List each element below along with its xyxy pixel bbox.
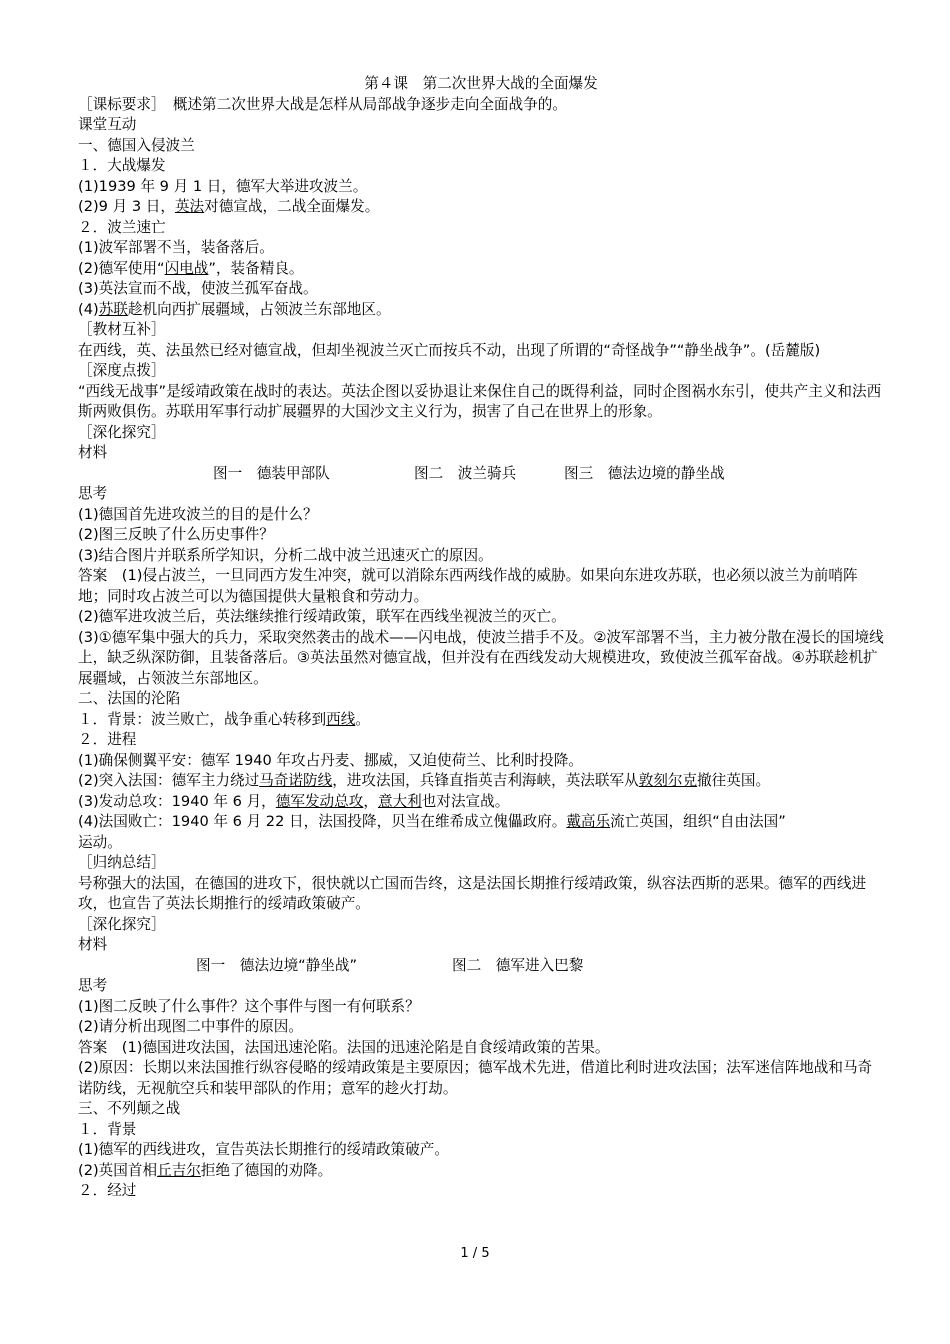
- tag-explore: ［深化探究］: [78, 915, 166, 933]
- text-span: 流亡英国，组织“自由法国”: [610, 813, 786, 830]
- text-line: [78, 1161, 884, 1182]
- text-line: (1)确保侧翼平安：德军 1940 年攻占丹麦、挪威，又迫使荷兰、比利时投降。: [78, 751, 583, 769]
- figure-caption: 图一 德装甲部队: [213, 464, 330, 482]
- underlined-term: 马奇诺防线: [259, 772, 333, 789]
- section-heading-france: 二、法国的沦陷: [78, 690, 181, 707]
- text-span: 趁机向西扩展疆域，占领波兰东部地区。: [127, 300, 391, 318]
- text-line: [78, 771, 884, 792]
- subheading-outbreak: １．大战爆发: [78, 157, 166, 174]
- answer: 答案 (1)德国进攻法国，法国迅速沦陷。法国的迅速沦陷是自食绥靖政策的苦果。: [78, 1038, 610, 1056]
- text-span: (2)德军使用“: [78, 259, 165, 277]
- text-span: 对德宣战，二战全面爆发。: [204, 198, 380, 215]
- underlined-term: 德军发动总攻: [275, 792, 364, 810]
- question: (2)请分析出现图二中事件的原因。: [78, 1018, 303, 1035]
- underlined-term: 苏联: [98, 300, 128, 318]
- label-think: 思考: [78, 485, 108, 502]
- question: (1)德国首先进攻波兰的目的是什么？: [78, 505, 318, 523]
- text-line: (3)英法宣而不战，使波兰孤军奋战。: [78, 280, 318, 297]
- text-span: ，: [363, 792, 378, 810]
- text-line: (1)波军部署不当，装备落后。: [78, 239, 274, 256]
- question: (2)图三反映了什么历史事件？: [78, 526, 274, 543]
- underlined-term: 意大利: [377, 792, 422, 810]
- page-title: 第４课 第二次世界大战的全面爆发: [364, 75, 598, 92]
- document-body: [78, 74, 884, 1202]
- text-line: [78, 259, 884, 280]
- question: (1)图二反映了什么事件？这个事件与图一有何联系？: [78, 997, 420, 1015]
- paragraph-textbook: 在西线，英、法虽然已经对德宣战，但却坐视波兰灭亡而按兵不动，出现了所谓的“奇怪战争”“静坐战争”。(岳麓版): [78, 341, 821, 359]
- curriculum-standard: ［课标要求］ 概述第二次世界大战是怎样从局部战争逐步走向全面战争的。: [78, 95, 567, 113]
- tag-summary: ［归纳总结］: [78, 854, 166, 871]
- section-heading-poland: 一、德国入侵波兰: [78, 136, 195, 154]
- text-span: (4)法国败亡：1940 年 6 月 22 日，法国投降，贝当在维希成立傀儡政府。: [78, 813, 567, 830]
- section-heading-britain: 三、不列颠之战: [78, 1100, 181, 1117]
- question: (3)结合图片并联系所学知识，分析二战中波兰迅速灭亡的原因。: [78, 546, 493, 564]
- figure-captions: [78, 464, 884, 485]
- figure-caption: 图三 德法边境的静坐战: [564, 464, 725, 482]
- tag-textbook: ［教材互补］: [78, 321, 166, 338]
- text-line: [78, 792, 884, 813]
- answer: 答案 (1)侵占波兰，一旦同西方发生冲突，就可以消除东西两线作战的威胁。如果向东进攻苏联，也必须以波兰为前哨阵地；同时攻占波兰可以为德国提供大量粮食和劳动力。: [78, 567, 858, 605]
- underlined-term: 丘吉尔: [157, 1161, 201, 1179]
- section-label-interaction: 课堂互动: [78, 116, 137, 133]
- text-line: (1)德军的西线进攻，宣告英法长期推行的绥靖政策破产。: [78, 1141, 449, 1158]
- text-line: [78, 300, 884, 321]
- underlined-term: 敦刻尔克: [638, 772, 698, 789]
- subheading-course: ２．经过: [78, 1182, 137, 1199]
- tag-depth: ［深度点拨］: [78, 362, 166, 379]
- subheading-background: １．背景: [78, 1120, 137, 1138]
- underlined-term: 英法: [174, 198, 205, 215]
- label-think: 思考: [78, 977, 108, 994]
- text-span: 也对法宣战。: [421, 792, 510, 810]
- page-number: 1 / 5: [460, 1246, 490, 1261]
- text-line: [78, 197, 884, 218]
- figure-captions: [78, 956, 884, 977]
- tag-explore: ［深化探究］: [78, 423, 166, 441]
- text-span: (2)英国首相: [78, 1161, 158, 1179]
- figure-caption: 图二 德军进入巴黎: [452, 956, 584, 974]
- figure-caption: 图一 德法边境“静坐战”: [196, 956, 358, 974]
- underlined-term: 戴高乐: [566, 813, 611, 830]
- figure-caption: 图二 波兰骑兵: [414, 464, 517, 482]
- text-span: ”，装备精良。: [208, 259, 304, 277]
- text-line: (1)1939 年 9 月 1 日，德军大举进攻波兰。: [78, 177, 368, 195]
- paragraph-depth: “西线无战事”是绥靖政策在战时的表达。英法企图以妥协退让来保住自己的既得利益，同时企图祸水东引，使共产主义和法西斯两败俱伤。苏联用军事行动扩展疆界的大国沙文主义行为，损害了自己在世界上的形象。: [78, 382, 882, 420]
- text-span: 拒绝了德国的劝降。: [200, 1161, 333, 1179]
- underlined-term: 闪电战: [164, 259, 209, 277]
- answer: (2)原因：长期以来法国推行纵容侵略的绥靖政策是主要原因；德军战术先进，借道比利时进攻法国；法军迷信阵地战和马奇诺防线，无视航空兵和装甲部队的作用；意军的趁火打劫。: [78, 1059, 873, 1097]
- label-material: 材料: [78, 936, 108, 953]
- subheading-poland-fall: ２．波兰速亡: [78, 218, 166, 236]
- answer: (3)①德军集中强大的兵力，采取突然袭击的战术——闪电战，使波兰措手不及。②波军部署不当，主力被分散在漫长的国境线上，缺乏纵深防御，且装备落后。③英法虽然对德宣战，但并没有在西线发动大规模进攻，致使波兰孤军奋战。④苏联趁机扩展疆域，占领波兰东部地区。: [78, 628, 884, 687]
- text-line: 运动。: [78, 833, 122, 851]
- text-span: (4): [78, 300, 99, 318]
- subheading-process: ２．进程: [78, 731, 137, 748]
- text-line: [78, 710, 884, 731]
- text-span: (2)突入法国：德军主力绕过: [78, 772, 260, 789]
- text-line: [78, 812, 884, 833]
- text-span: (3)发动总攻：1940 年 6 月，: [78, 792, 276, 810]
- underlined-term: 西线: [326, 710, 356, 728]
- paragraph-summary: 号称强大的法国，在德国的进攻下，很快就以亡国而告终，这是法国长期推行绥靖政策，纵容法西斯的恶果。德军的西线进攻，也宣告了英法长期推行的绥靖政策破产。: [78, 874, 867, 912]
- label-material: 材料: [78, 444, 108, 461]
- text-span: 撤往英国。: [697, 772, 771, 789]
- text-span: ，进攻法国，兵锋直指英吉利海峡，英法联军从: [332, 772, 639, 789]
- text-span: 。: [355, 710, 370, 728]
- text-span: １．背景：波兰败亡，战争重心转移到: [78, 710, 327, 728]
- text-span: (2)9 月 3 日，: [78, 198, 175, 215]
- answer: (2)德军进攻波兰后，英法继续推行绥靖政策，联军在西线坐视波兰的灭亡。: [78, 608, 566, 625]
